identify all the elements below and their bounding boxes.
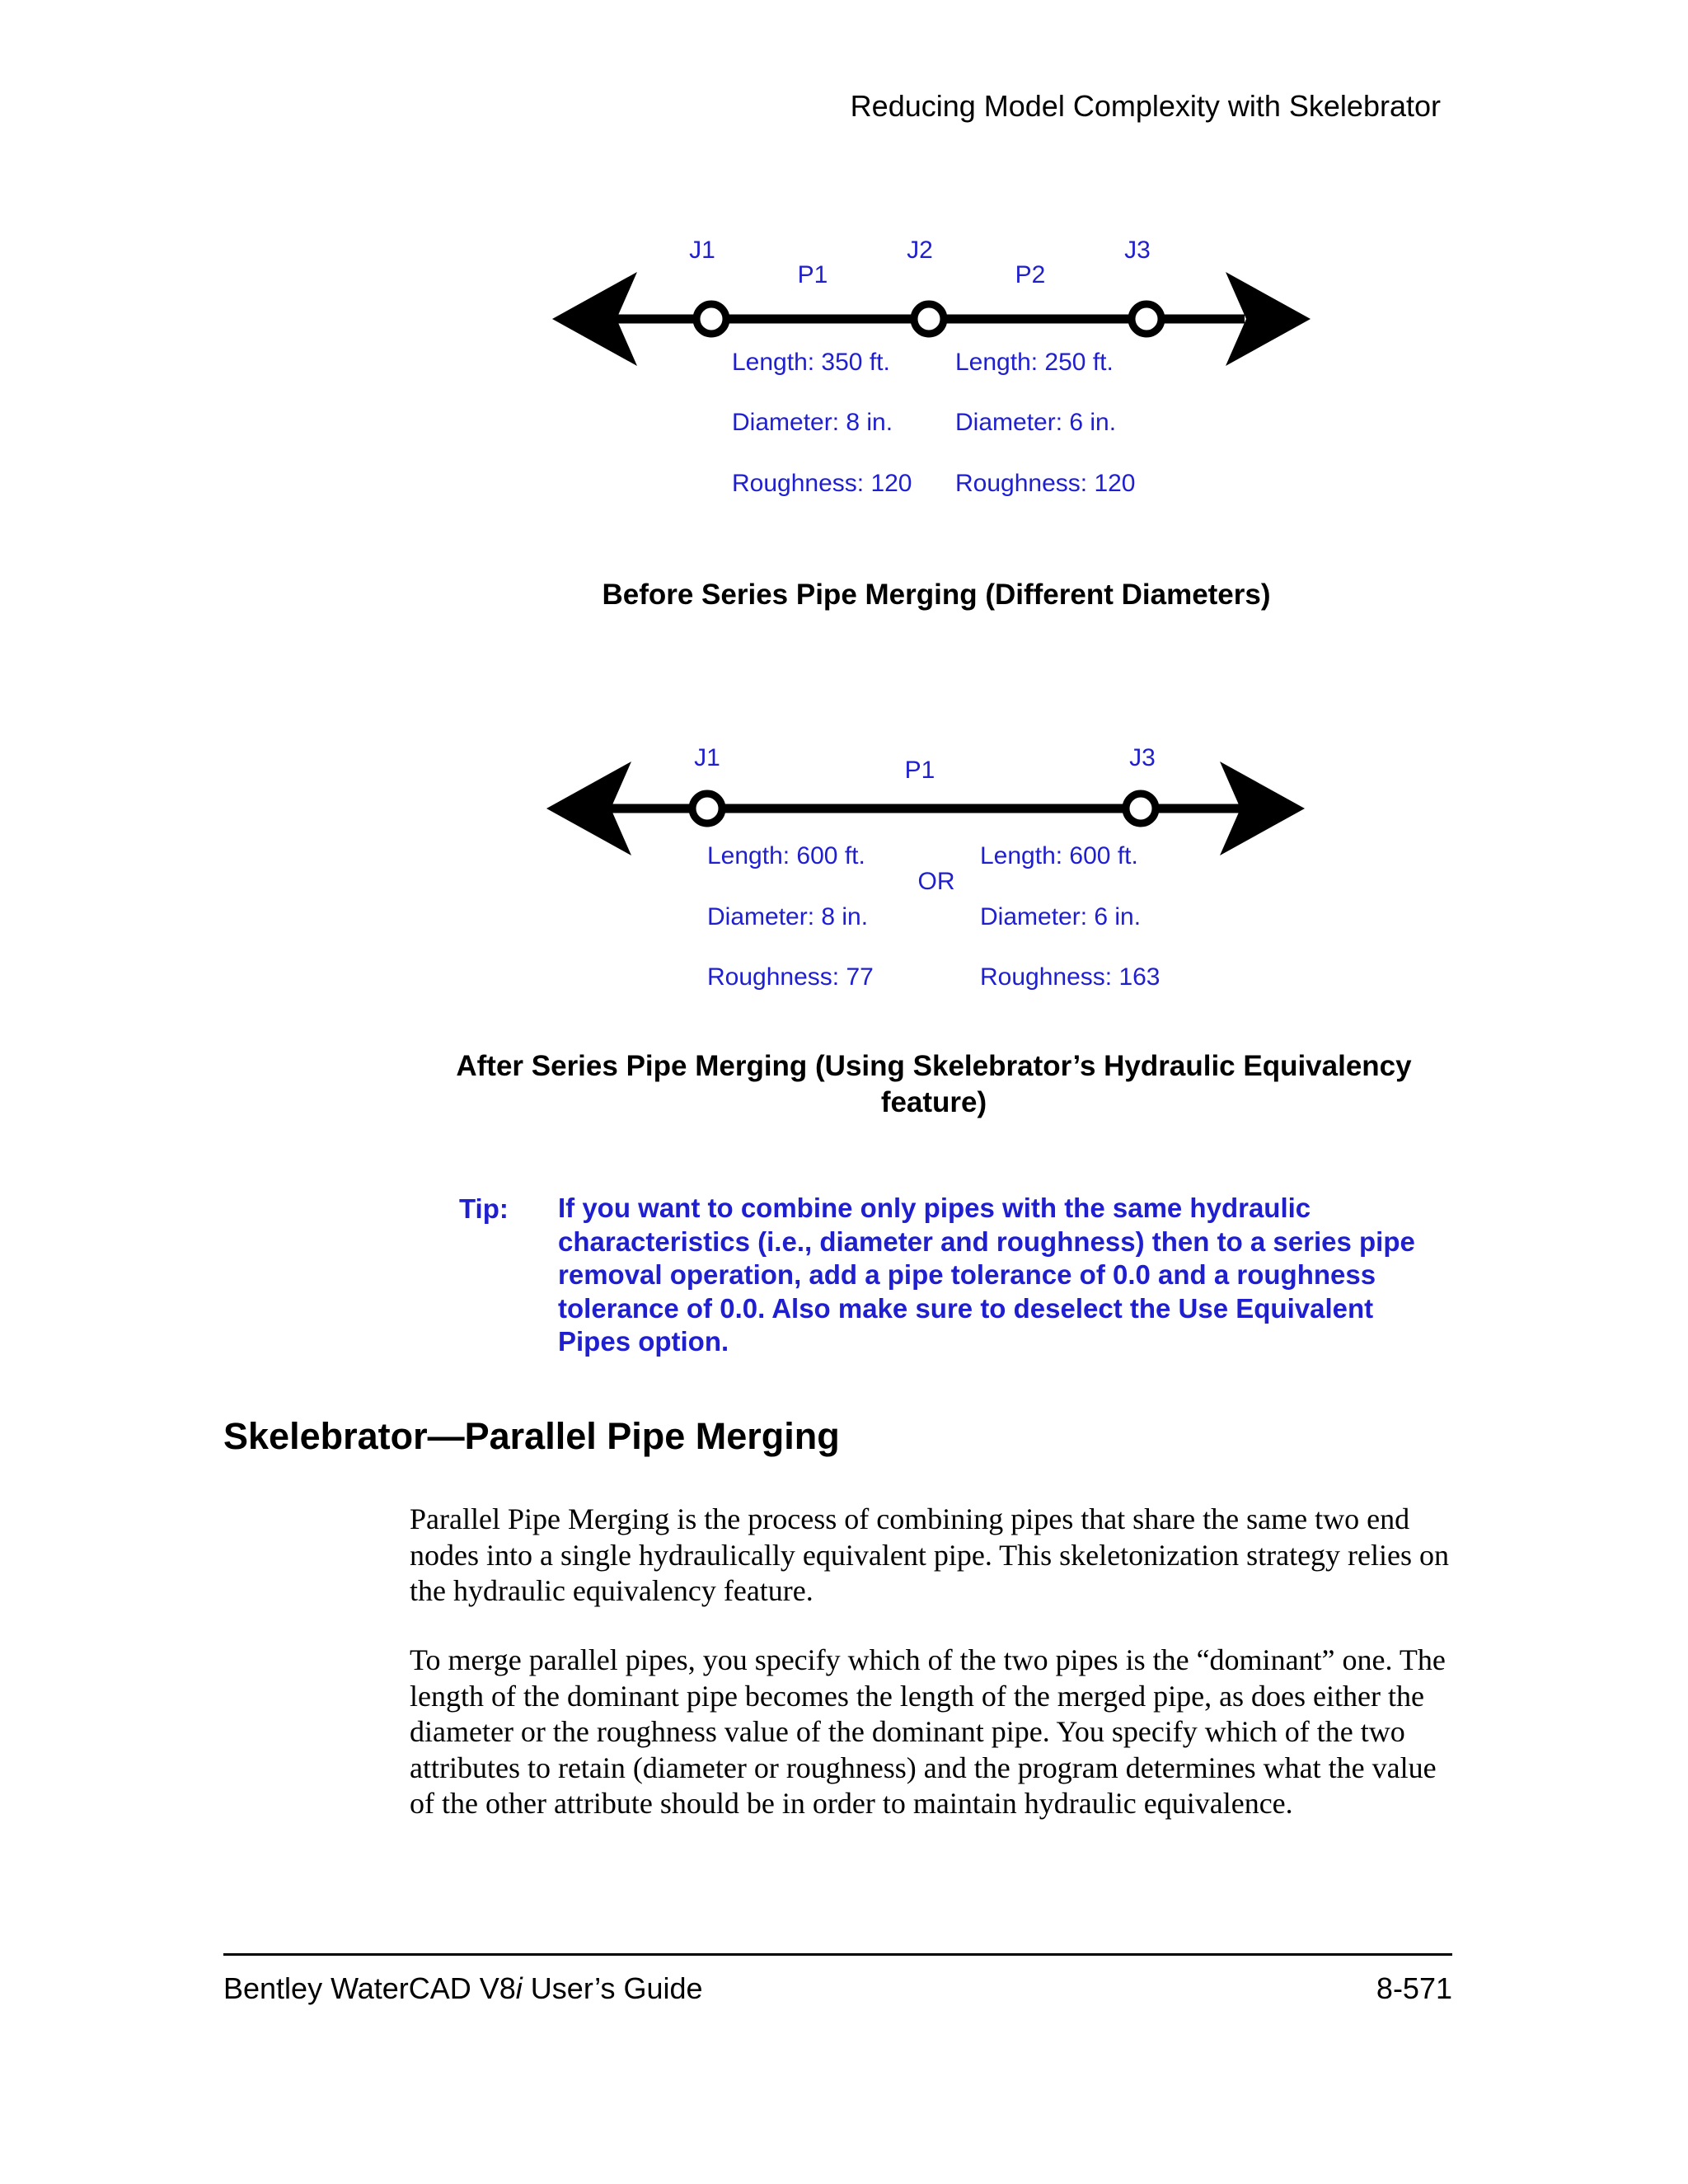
- option-a-length: Length: 600 ft.: [707, 842, 865, 869]
- junction-label-j3: J3: [1129, 744, 1156, 771]
- footer-guide-title: [223, 1971, 703, 2006]
- footer-guide-prefix: Bentley WaterCAD V8: [223, 1971, 516, 2005]
- pipe-label-p2: P2: [1015, 261, 1046, 288]
- junction-node-j3: [1126, 794, 1156, 823]
- junction-label-j3: J3: [1124, 237, 1151, 264]
- footer-guide-italic: i: [515, 1971, 523, 2005]
- paragraph-dominant-pipe: To merge parallel pipes, you specify which of the two pipes is the “dominant” one. The length of the dominant pipe becomes the length of the merged pipe, as does either the diameter or the roughness value of the dominant pipe. You specify which of the two attributes to retain (diameter or roughness) and the program determines what the value of the other attribute should be in order to maintain hydraulic equivalence.: [410, 1643, 1446, 1820]
- option-a-diameter: Diameter: 8 in.: [707, 903, 869, 930]
- pipe-label-p1: P1: [797, 261, 828, 288]
- tip-text: If you want to combine only pipes with the same hydraulic characteristics (i.e., diameter and roughness) then to a series pipe removal operation, add a pipe tolerance of 0.0 and a roughness tolerance of 0.0. Also make sure to deselect the Use Equivalent Pipes option.: [558, 1193, 1415, 1357]
- after-merging-caption: [346, 1048, 1522, 1121]
- tip-label: Tip:: [459, 1193, 509, 1224]
- option-b-diameter: Diameter: 6 in.: [980, 903, 1142, 930]
- junction-node-j1: [692, 794, 722, 823]
- footer-divider: [223, 1953, 1452, 1956]
- p2-diameter: Diameter: 6 in.: [955, 409, 1117, 436]
- page-header-title: Reducing Model Complexity with Skelebrator: [850, 89, 1441, 123]
- after-caption-line2: feature): [880, 1086, 987, 1118]
- p1-length: Length: 350 ft.: [732, 349, 890, 376]
- paragraph-parallel-merging-intro: Parallel Pipe Merging is the process of combining pipes that share the same two end nodes into a single hydraulically equivalent pipe. This skeletonization strategy relies on the hydraulic equivalency feature.: [410, 1502, 1450, 1607]
- section-heading: Skelebrator—Parallel Pipe Merging: [223, 1415, 840, 1457]
- footer-guide-suffix: User’s Guide: [522, 1971, 703, 2005]
- or-label: OR: [917, 868, 955, 895]
- p2-roughness: Roughness: 120: [955, 470, 1136, 497]
- option-b-length: Length: 600 ft.: [980, 842, 1138, 869]
- after-merging-diagram: [0, 0, 1688, 1030]
- footer-page-number: 8-571: [1376, 1971, 1452, 2005]
- before-caption-text: Before Series Pipe Merging (Different Diameters): [602, 579, 1271, 611]
- p2-length: Length: 250 ft.: [955, 349, 1114, 376]
- option-b-roughness: Roughness: 163: [980, 963, 1160, 991]
- option-a-roughness: Roughness: 77: [707, 963, 874, 991]
- p1-diameter: Diameter: 8 in.: [732, 409, 893, 436]
- after-caption-line1: After Series Pipe Merging (Using Skelebrator’s Hydraulic Equivalency: [456, 1050, 1412, 1082]
- pipe-label-p1: P1: [904, 757, 935, 784]
- junction-label-j1: J1: [694, 744, 720, 771]
- junction-label-j2: J2: [907, 237, 933, 264]
- p1-roughness: Roughness: 120: [732, 470, 912, 497]
- junction-label-j1: J1: [689, 237, 715, 264]
